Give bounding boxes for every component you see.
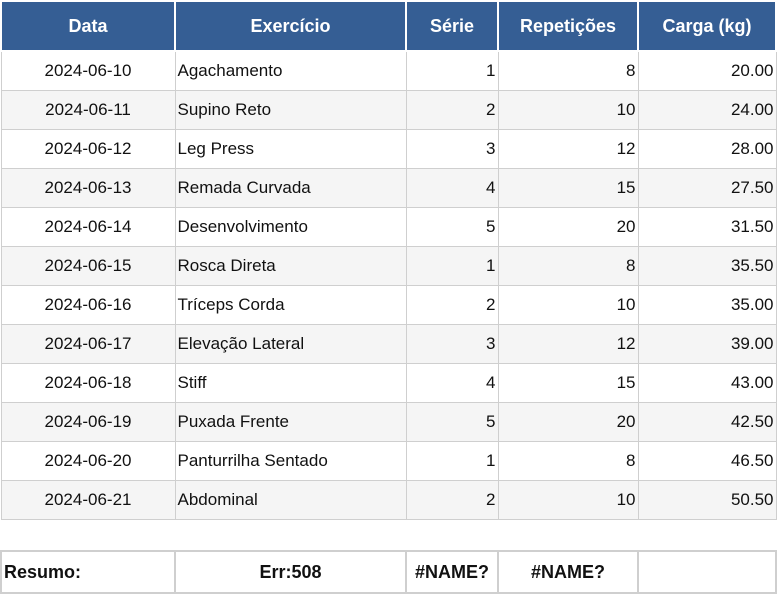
cell-repeticoes[interactable]: 15 <box>498 364 638 403</box>
cell-carga[interactable]: 43.00 <box>638 364 776 403</box>
table-row <box>1 130 776 169</box>
summary-serie[interactable]: #NAME? <box>406 551 498 593</box>
cell-exercicio[interactable]: Abdominal <box>175 481 406 520</box>
cell-exercicio[interactable]: Stiff <box>175 364 406 403</box>
cell-serie[interactable]: 1 <box>406 442 498 481</box>
cell-data[interactable]: 2024-06-13 <box>1 169 175 208</box>
table-row <box>1 169 776 208</box>
cell-carga[interactable]: 24.00 <box>638 91 776 130</box>
cell-exercicio[interactable]: Puxada Frente <box>175 403 406 442</box>
cell-data[interactable]: 2024-06-14 <box>1 208 175 247</box>
cell-serie[interactable]: 3 <box>406 130 498 169</box>
cell-data[interactable]: 2024-06-12 <box>1 130 175 169</box>
table-row <box>1 208 776 247</box>
cell-carga[interactable]: 28.00 <box>638 130 776 169</box>
empty-cell[interactable] <box>638 520 776 552</box>
header-data[interactable]: Data <box>1 1 175 51</box>
cell-exercicio[interactable]: Panturrilha Sentado <box>175 442 406 481</box>
cell-carga[interactable]: 39.00 <box>638 325 776 364</box>
cell-repeticoes[interactable]: 8 <box>498 51 638 91</box>
cell-serie[interactable]: 2 <box>406 481 498 520</box>
cell-repeticoes[interactable]: 15 <box>498 169 638 208</box>
cell-exercicio[interactable]: Tríceps Corda <box>175 286 406 325</box>
empty-cell[interactable] <box>406 520 498 552</box>
cell-carga[interactable]: 42.50 <box>638 403 776 442</box>
cell-exercicio[interactable]: Elevação Lateral <box>175 325 406 364</box>
cell-repeticoes[interactable]: 12 <box>498 130 638 169</box>
table-row <box>1 286 776 325</box>
cell-serie[interactable]: 1 <box>406 247 498 286</box>
empty-cell[interactable] <box>1 520 175 552</box>
summary-row <box>1 551 776 593</box>
cell-serie[interactable]: 5 <box>406 403 498 442</box>
cell-carga[interactable]: 31.50 <box>638 208 776 247</box>
table-row <box>1 91 776 130</box>
table-row <box>1 247 776 286</box>
cell-repeticoes[interactable]: 20 <box>498 403 638 442</box>
cell-exercicio[interactable]: Agachamento <box>175 51 406 91</box>
header-exercicio[interactable]: Exercício <box>175 1 406 51</box>
summary-exercicio[interactable]: Err:508 <box>175 551 406 593</box>
cell-exercicio[interactable]: Leg Press <box>175 130 406 169</box>
cell-exercicio[interactable]: Rosca Direta <box>175 247 406 286</box>
empty-cell[interactable] <box>175 520 406 552</box>
cell-carga[interactable]: 46.50 <box>638 442 776 481</box>
cell-repeticoes[interactable]: 10 <box>498 481 638 520</box>
cell-data[interactable]: 2024-06-15 <box>1 247 175 286</box>
cell-carga[interactable]: 35.00 <box>638 286 776 325</box>
empty-row <box>1 520 776 552</box>
summary-carga[interactable] <box>638 551 776 593</box>
cell-serie[interactable]: 4 <box>406 364 498 403</box>
table-row <box>1 51 776 91</box>
summary-label[interactable]: Resumo: <box>1 551 175 593</box>
table-row <box>1 364 776 403</box>
cell-serie[interactable]: 2 <box>406 91 498 130</box>
cell-serie[interactable]: 5 <box>406 208 498 247</box>
cell-serie[interactable]: 2 <box>406 286 498 325</box>
cell-data[interactable]: 2024-06-17 <box>1 325 175 364</box>
cell-carga[interactable]: 50.50 <box>638 481 776 520</box>
cell-serie[interactable]: 3 <box>406 325 498 364</box>
cell-carga[interactable]: 20.00 <box>638 51 776 91</box>
table-row <box>1 403 776 442</box>
cell-repeticoes[interactable]: 8 <box>498 442 638 481</box>
cell-data[interactable]: 2024-06-16 <box>1 286 175 325</box>
empty-cell[interactable] <box>498 520 638 552</box>
summary-repeticoes[interactable]: #NAME? <box>498 551 638 593</box>
table-row <box>1 325 776 364</box>
header-repeticoes[interactable]: Repetições <box>498 1 638 51</box>
header-serie[interactable]: Série <box>406 1 498 51</box>
cell-repeticoes[interactable]: 8 <box>498 247 638 286</box>
cell-data[interactable]: 2024-06-20 <box>1 442 175 481</box>
cell-data[interactable]: 2024-06-11 <box>1 91 175 130</box>
cell-repeticoes[interactable]: 10 <box>498 286 638 325</box>
cell-data[interactable]: 2024-06-19 <box>1 403 175 442</box>
cell-exercicio[interactable]: Supino Reto <box>175 91 406 130</box>
cell-exercicio[interactable]: Desenvolvimento <box>175 208 406 247</box>
header-row <box>1 1 776 51</box>
cell-carga[interactable]: 27.50 <box>638 169 776 208</box>
cell-repeticoes[interactable]: 10 <box>498 91 638 130</box>
cell-repeticoes[interactable]: 20 <box>498 208 638 247</box>
cell-serie[interactable]: 1 <box>406 51 498 91</box>
cell-data[interactable]: 2024-06-18 <box>1 364 175 403</box>
table-row <box>1 481 776 520</box>
cell-serie[interactable]: 4 <box>406 169 498 208</box>
cell-exercicio[interactable]: Remada Curvada <box>175 169 406 208</box>
cell-data[interactable]: 2024-06-10 <box>1 51 175 91</box>
header-carga[interactable]: Carga (kg) <box>638 1 776 51</box>
cell-carga[interactable]: 35.50 <box>638 247 776 286</box>
cell-repeticoes[interactable]: 12 <box>498 325 638 364</box>
cell-data[interactable]: 2024-06-21 <box>1 481 175 520</box>
table-row <box>1 442 776 481</box>
